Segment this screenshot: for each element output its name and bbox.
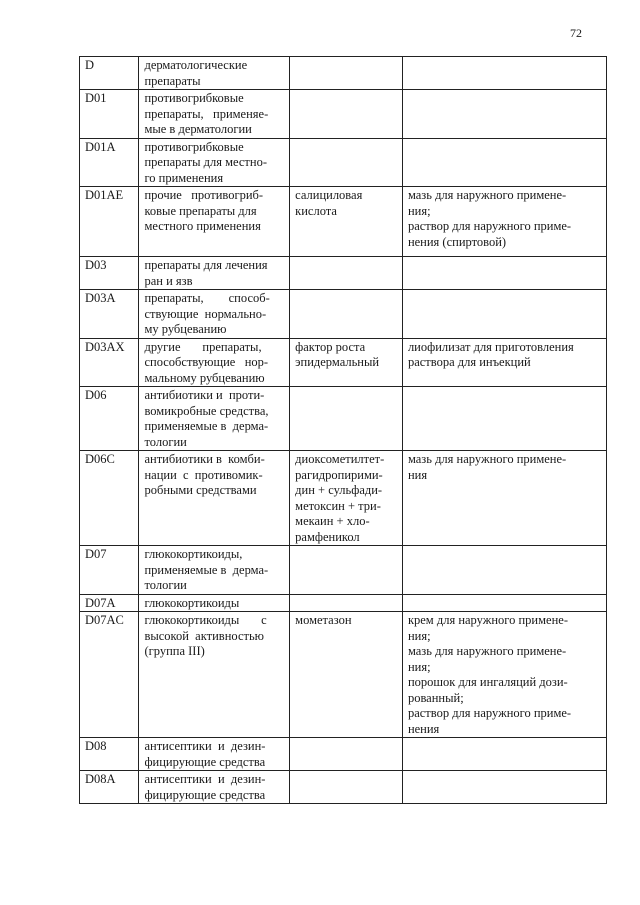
atc-code-cell <box>80 257 139 290</box>
cell-text-line: применяемые в дерма- <box>144 419 269 433</box>
cell-text-line: D07AC <box>85 613 124 627</box>
cell-text-line: мые в дерматологии <box>144 122 252 136</box>
dosage-form-cell <box>402 594 606 612</box>
table-row <box>80 257 607 290</box>
drug-name-cell <box>290 338 403 387</box>
cell-text-line: рагидропирими- <box>295 467 383 482</box>
cell-text-line: ран и язв <box>144 273 193 288</box>
cell-text-line: ковые препараты для <box>144 203 257 218</box>
atc-code-cell <box>80 338 139 387</box>
table-row <box>80 451 607 546</box>
table-row <box>80 612 607 738</box>
cell-text-line: робными средствами <box>144 483 257 497</box>
cell-text-line: D03 <box>85 258 107 272</box>
atc-code-cell <box>80 738 139 771</box>
cell-text-line: го применения <box>144 170 224 185</box>
drug-name-cell <box>290 90 403 139</box>
atc-code-cell <box>80 546 139 595</box>
cell-text-line: рованный; <box>407 690 464 705</box>
atc-code-cell <box>80 187 139 257</box>
cell-text-line: мометазон <box>295 613 352 627</box>
cell-text-line: мазь для наружного примене- <box>407 644 567 658</box>
cell-text-line: дерматологические <box>144 58 248 72</box>
pharm-group-cell <box>139 138 290 187</box>
cell-text-line: другие препараты, <box>144 339 262 354</box>
cell-text-line: метоксин + три- <box>295 498 381 513</box>
cell-text-line: ния; <box>407 659 431 674</box>
cell-text-line: эпидермальный <box>295 355 380 369</box>
cell-text-line: способствующие нор- <box>144 355 269 369</box>
cell-text-line: ния; <box>407 203 431 218</box>
cell-text-line: применяемые в дерма- <box>144 562 269 577</box>
drug-name-cell <box>290 451 403 546</box>
pharm-group-cell <box>139 187 290 257</box>
cell-text-line: антибиотики и проти- <box>144 388 265 402</box>
atc-code-cell <box>80 387 139 451</box>
atc-code-cell <box>80 594 139 612</box>
pharm-group-cell <box>139 57 290 90</box>
cell-text-line: препараты, применяе- <box>144 106 269 121</box>
table-row <box>80 546 607 595</box>
cell-text-line: антисептики и дезин- <box>144 739 266 753</box>
atc-code-cell <box>80 90 139 139</box>
pharm-group-cell <box>139 612 290 738</box>
cell-text-line: препараты, способ- <box>144 291 270 305</box>
cell-text-line: дин + сульфади- <box>295 483 383 497</box>
atc-code-cell <box>80 612 139 738</box>
cell-text-line: D01 <box>85 91 107 105</box>
pharm-group-cell <box>139 387 290 451</box>
dosage-form-cell <box>402 138 606 187</box>
cell-text-line: тологии <box>144 578 187 592</box>
cell-text-line: ствующие нормально- <box>144 306 267 321</box>
atc-code-cell <box>80 771 139 804</box>
cell-text-line: салициловая <box>295 188 363 202</box>
cell-text-line: D01AE <box>85 188 124 202</box>
drug-name-cell <box>290 57 403 90</box>
cell-text-line: раствор для наружного приме- <box>407 706 572 720</box>
drug-name-cell <box>290 387 403 451</box>
cell-text-line: D06C <box>85 452 115 466</box>
pharm-group-cell <box>139 338 290 387</box>
cell-text-line: фицирующие средства <box>144 787 266 802</box>
pharm-group-cell <box>139 451 290 546</box>
drug-name-cell <box>290 187 403 257</box>
cell-text-line: порошок для ингаляций дози- <box>407 675 568 689</box>
table-row <box>80 57 607 90</box>
pharm-group-cell <box>139 738 290 771</box>
dosage-form-cell <box>402 546 606 595</box>
table-row <box>80 387 607 451</box>
cell-text-line: антибиотики в комби- <box>144 452 265 466</box>
atc-code-cell <box>80 451 139 546</box>
cell-text-line: D <box>85 58 95 72</box>
cell-text-line: препараты для местно- <box>144 155 267 169</box>
dosage-form-cell <box>402 57 606 90</box>
cell-text-line: D01A <box>85 139 116 154</box>
pharm-group-cell <box>139 257 290 290</box>
cell-text-line: высокой активностью <box>144 628 264 643</box>
drug-name-cell <box>290 771 403 804</box>
table-row <box>80 290 607 339</box>
cell-text-line: ния <box>407 467 428 482</box>
cell-text-line: нения <box>407 721 440 736</box>
cell-text-line: противогрибковые <box>144 139 244 154</box>
cell-text-line: противогрибковые <box>144 91 244 105</box>
cell-text-line: нения (спиртовой) <box>407 234 507 249</box>
cell-text-line: мальному рубцеванию <box>144 370 265 385</box>
cell-text-line: глюкокортикоиды <box>144 595 240 610</box>
dosage-form-cell <box>402 771 606 804</box>
cell-text-line: препараты <box>144 73 201 88</box>
table-body <box>80 57 607 804</box>
atc-drug-table <box>79 56 607 804</box>
atc-code-cell <box>80 138 139 187</box>
cell-text-line: мекаин + хло- <box>295 514 370 528</box>
drug-name-cell <box>290 257 403 290</box>
dosage-form-cell <box>402 612 606 738</box>
cell-text-line: D06 <box>85 388 107 402</box>
dosage-form-cell <box>402 387 606 451</box>
drug-name-cell <box>290 290 403 339</box>
cell-text-line: D03AX <box>85 339 125 354</box>
atc-code-cell <box>80 290 139 339</box>
cell-text-line: D03A <box>85 291 116 305</box>
cell-text-line: глюкокортикоиды, <box>144 547 243 561</box>
table-row <box>80 338 607 387</box>
cell-text-line: му рубцеванию <box>144 322 227 336</box>
cell-text-line: мазь для наружного примене- <box>407 188 567 202</box>
cell-text-line: препараты для лечения <box>144 258 268 272</box>
dosage-form-cell <box>402 290 606 339</box>
cell-text-line: мазь для наружного примене- <box>407 452 567 466</box>
table-row <box>80 771 607 804</box>
cell-text-line: ния; <box>407 628 431 643</box>
pharm-group-cell <box>139 594 290 612</box>
drug-name-cell <box>290 546 403 595</box>
cell-text-line: лиофилизат для приготовления <box>407 339 574 354</box>
cell-text-line: антисептики и дезин- <box>144 772 266 786</box>
atc-code-cell <box>80 57 139 90</box>
dosage-form-cell <box>402 451 606 546</box>
cell-text-line: вомикробные средства, <box>144 403 269 418</box>
cell-text-line: глюкокортикоиды с <box>144 613 267 627</box>
cell-text-line: кислота <box>295 203 337 218</box>
cell-text-line: диоксометилтет- <box>295 452 385 466</box>
table-row <box>80 90 607 139</box>
dosage-form-cell <box>402 187 606 257</box>
drug-name-cell <box>290 612 403 738</box>
pharm-group-cell <box>139 771 290 804</box>
cell-text-line: фицирующие средства <box>144 754 266 769</box>
pharm-group-cell <box>139 290 290 339</box>
cell-text-line: фактор роста <box>295 339 366 354</box>
page-number: 72 <box>570 26 582 40</box>
drug-name-cell <box>290 138 403 187</box>
cell-text-line: нации с противомик- <box>144 467 263 482</box>
dosage-form-cell <box>402 257 606 290</box>
table-row <box>80 138 607 187</box>
drug-name-cell <box>290 594 403 612</box>
pharm-group-cell <box>139 546 290 595</box>
cell-text-line: (группа III) <box>144 644 205 658</box>
cell-text-line: тологии <box>144 434 187 449</box>
table-row <box>80 594 607 612</box>
dosage-form-cell <box>402 738 606 771</box>
pharm-group-cell <box>139 90 290 139</box>
cell-text-line: местного применения <box>144 219 261 233</box>
table-row <box>80 738 607 771</box>
cell-text-line: прочие противогриб- <box>144 188 264 202</box>
cell-text-line: D07A <box>85 595 116 610</box>
dosage-form-cell <box>402 90 606 139</box>
cell-text-line: раствор для наружного приме- <box>407 219 572 233</box>
drug-name-cell <box>290 738 403 771</box>
cell-text-line: крем для наружного примене- <box>407 613 568 627</box>
cell-text-line: D08A <box>85 772 116 786</box>
cell-text-line: рамфеникол <box>295 529 360 544</box>
table-row <box>80 187 607 257</box>
cell-text-line: D08 <box>85 739 107 753</box>
dosage-form-cell <box>402 338 606 387</box>
cell-text-line: раствора для инъекций <box>407 355 531 369</box>
cell-text-line: D07 <box>85 547 107 561</box>
